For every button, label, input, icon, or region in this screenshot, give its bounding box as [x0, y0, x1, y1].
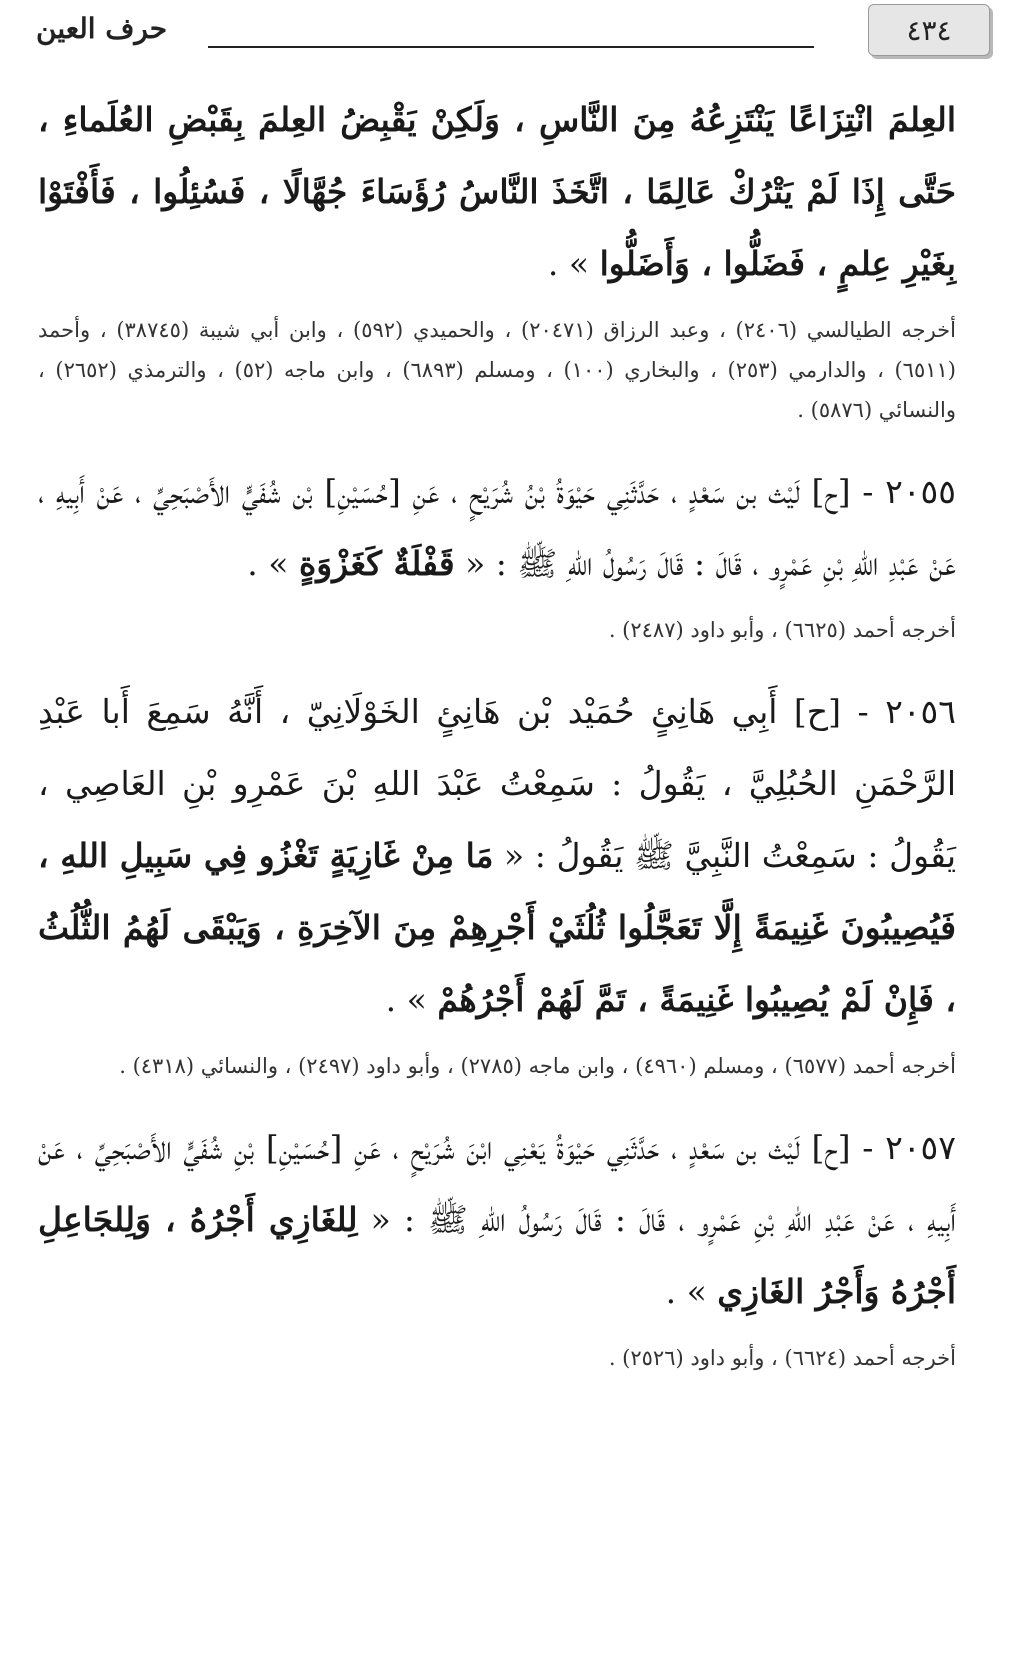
hadith-isnad: ٢٠٥٦ - [ح] أَبِي هَانِئٍ حُمَيْد بْن هَانِئٍ الخَوْلَانِيّ ، أَنَّهُ سَمِعَ أَبا عَبْدِ الرَّحْمَنِ الحُبُلِيَّ ، يَقُولُ : سَمِعْتُ عَبْدَ اللهِ بْنَ عَمْرِو بْنِ العَاصِي ، يَقُولُ : سَمِعْتُ النَّبِيَّ ﷺ يَقُولُ : «	[38, 692, 956, 875]
hadith-2055	[38, 456, 956, 650]
takhrij-note: أخرجه الطيالسي (٢٤٠٦) ، وعبد الرزاق (٢٠٤٧١) ، والحميدي (٥٩٢) ، وابن أبي شيبة (٣٨٧٤٥) ، وأحمد (٦٥١١) ، والدارمي (٢٥٣) ، والبخاري (١٠٠) ، ومسلم (٦٨٩٣) ، وابن ماجه (٥٢) ، والترمذي (٢٦٥٢) ، والنسائي (٥٨٧٦) .	[38, 318, 956, 422]
hadith-isnad: ٢٠٥٥ - [ح] لَيْث بن سَعْدٍ ، حَدَّثَنِي حَيْوَةُ بْنُ شُرَيْحٍ ، عَنِ [حُسَيْنِ] بْن شُفَيٍّ الأَصْبَحِيِّ ، عَنْ أَبِيهِ ، عَنْ عَبْدِ اللهِ بْنِ عَمْرٍو ، قَالَ : قَالَ رَسُولُ اللهِ ﷺ : «	[38, 472, 956, 583]
page-content	[38, 84, 956, 1398]
takhrij-note: أخرجه أحمد (٦٦٢٤) ، وأبو داود (٢٥٢٦) .	[608, 1346, 956, 1370]
hadith-2057	[38, 1112, 956, 1378]
takhrij-note: أخرجه أحمد (٦٦٢٥) ، وأبو داود (٢٤٨٧) .	[608, 618, 956, 642]
hadith-end: » .	[665, 1272, 718, 1311]
hadith-matn: قَفْلَةٌ كَغَزْوَةٍ	[298, 544, 455, 583]
header-rule	[208, 46, 814, 48]
page-number: ٤٣٤	[868, 4, 990, 56]
hadith-isnad: ٢٠٥٧ - [ح] لَيْث بن سَعْدٍ ، حَدَّثَنِي حَيْوَةُ يَعْنِي ابْنَ شُرَيْحٍ ، عَنِ [حُسَيْنِ] بْنِ شُفَيٍّ الأَصْبَحِيِّ ، عَنْ أَبِيهِ ، عَنْ عَبْدِ اللهِ بْنِ عَمْرٍو ، قَالَ : قَالَ رَسُولُ اللهِ ﷺ : «	[38, 1128, 956, 1239]
hadith-matn: مَا مِنْ غَازِيَةٍ تَغْزُو فِي سَبِيلِ اللهِ ، فَيُصِيبُونَ غَنِيمَةً إِلَّا تَعَجَّلُوا ثُلُثَيْ أَجْرِهِمْ مِنَ الآخِرَةِ ، وَيَبْقَى لَهُمُ الثُّلُثُ ، فَإِنْ لَمْ يُصِيبُوا غَنِيمَةً ، تَمَّ لَهُمْ أَجْرُهُمْ	[38, 836, 956, 1019]
hadith-2056	[38, 676, 956, 1086]
hadith-end: » .	[385, 980, 438, 1019]
hadith-continued	[38, 84, 956, 430]
takhrij-note: أخرجه أحمد (٦٥٧٧) ، ومسلم (٤٩٦٠) ، وابن ماجه (٢٧٨٥) ، وأبو داود (٢٤٩٧) ، والنسائي (٤٣١٨) .	[119, 1054, 956, 1078]
page-header	[36, 4, 990, 60]
hadith-text	[38, 676, 956, 1036]
hadith-matn: لِلغَازِي أَجْرُهُ ، وَلِلجَاعِلِ أَجْرُهُ وَأَجْرُ الغَازِي	[38, 1200, 956, 1311]
running-head: حرف العين	[36, 12, 168, 45]
hadith-text	[38, 84, 956, 300]
hadith-end: » .	[547, 244, 600, 283]
hadith-matn: العِلمَ انْتِزَاعًا يَنْتَزِعُهُ مِنَ النَّاسِ ، وَلَكِنْ يَقْبِضُ العِلمَ بِقَبْضِ العُلَماءِ ، حَتَّى إِذَا لَمْ يَتْرُكْ عَالِمًا ، اتَّخَذَ النَّاسُ رُؤَسَاءَ جُهَّالًا ، فَسُئِلُوا ، فَأَفْتَوْا بِغَيْرِ عِلمٍ ، فَضَلُّوا ، وَأَضَلُّوا	[38, 100, 956, 283]
hadith-end: » .	[247, 544, 299, 583]
hadith-text	[38, 1112, 956, 1328]
hadith-text	[38, 456, 956, 600]
